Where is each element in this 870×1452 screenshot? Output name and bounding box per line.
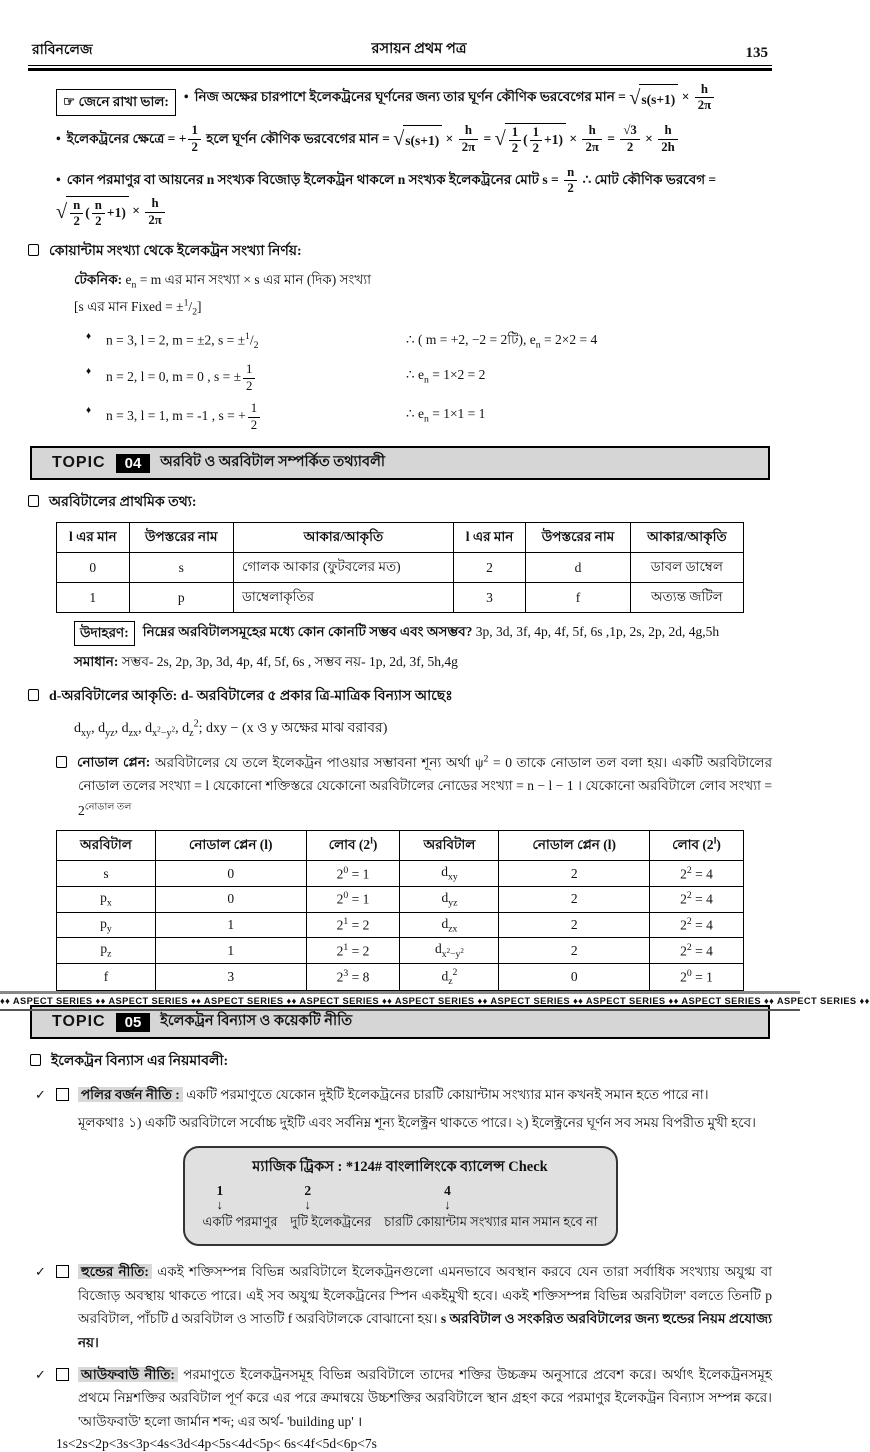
table-cell: 0 <box>57 553 130 583</box>
table-row <box>57 886 744 912</box>
solution-text: সম্ভব- 2s, 2p, 3p, 3d, 4p, 4f, 5f, 6s , সম্ভব নয়- 1p, 2d, 3f, 5h,4g <box>121 654 458 670</box>
table-cell: $2^2 = 4$ <box>649 938 743 964</box>
topic-bar-04 <box>30 446 770 480</box>
know-bullet <box>184 83 772 113</box>
checkbox-icon <box>56 1368 69 1381</box>
formula-text: ইলেকট্রনের ক্ষেত্রে = + $\frac{1}{2}$ হলে ঘূর্ণন কৌণিক ভরবেগের মান = √ s(s+1) × $\frac{h}{2\pi}$ = √ $\frac{1}{2}$ ( $\frac{1}{2}$ +1) × $\frac{h}{2\pi}$ = $\frac{√3}{2}$ × $\frac{h}{2h}$ <box>67 131 680 146</box>
square-bullet-icon <box>56 756 67 768</box>
table-cell: $p_z$ <box>57 938 156 964</box>
table-cell: ডাম্বেলাকৃতির <box>233 583 453 613</box>
table-cell: 0 <box>155 886 306 912</box>
nodal-plane-table <box>56 830 744 991</box>
footer-banner <box>0 991 870 1011</box>
know-label: ☞ জেনে রাখা ভাল: <box>56 89 176 116</box>
diamond-bullet-icon: ♦ <box>86 366 92 378</box>
header-rule-thick <box>28 68 772 71</box>
nodal-plane-body: অরবিটালের যে তলে ইলেকট্রন পাওয়ার সম্ভাবনা শূন্য অর্থা $\psi^2 = 0$ তাকে নোডাল তল বলা হয়। একটি অরবিটালের নোডাল তলের সংখ্যা = l যেকোনো শক্তিস্তরে যেকোনো অরবিটালের নোডের সংখ্যা = n − l − 1 । যেকোনো অরবিটালে লোব সংখ্যা = $2^{নোডাল তল}$ <box>78 753 773 818</box>
table-cell: 3 <box>155 963 306 990</box>
solution-label: সমাধান: <box>74 654 119 670</box>
solution-line <box>28 651 772 674</box>
table-row <box>57 912 744 938</box>
table-cell: s <box>57 861 156 887</box>
table-header-row <box>57 523 744 553</box>
magic-label: দুটি ইলেকট্রনের <box>290 1214 372 1230</box>
topic-number-badge: 05 <box>116 1013 151 1032</box>
topic-title: ইলেকট্রন বিন্যাস ও কয়েকটি নীতি <box>160 1013 353 1030</box>
table-row <box>57 553 744 583</box>
aufbau-lead: আউফবাউ নীতি: <box>78 1367 178 1382</box>
magic-trick-wrap <box>28 1146 772 1246</box>
section-title-d-shape: d-অরবিটালের আকৃতি: d- অরবিটালের ৫ প্রকার ত্রি-মাত্রিক বিন্যাস আছেঃ <box>28 684 772 708</box>
topic-number-badge: 04 <box>116 454 151 473</box>
table-cell: $d_{zx}$ <box>400 912 499 938</box>
technique-label: টেকনিক: <box>74 271 123 287</box>
topic-word: TOPIC <box>52 1013 106 1031</box>
technique-formula: $e_n = m$ এর মান সংখ্যা × s এর মান (দিক) সংখ্যা <box>125 271 372 291</box>
subject-title: রসায়ন প্রথম পত্র <box>371 41 467 57</box>
nodal-plane-paragraph <box>28 750 772 822</box>
aufbau-body: পরমাণুতে ইলেকট্রনসমূহ বিভিন্ন অরবিটালে তাদের শক্তির উচ্চক্রম অনুসারে প্রবেশ করে। অর্থাৎ ইলেকট্রনসমূহ প্রথমে নিম্নশক্তির অরবিটাল পূর্ণ করে এর পরে ক্রমান্বয়ে উচ্চশক্তির অরবিটালে স্থান গ্রহণ করে পরমাণুর ইলেকট্রন বিন্যাস সম্পন্ন করে। 'আউফবাউ' হলো জার্মান শব্দ; এর অর্থ- 'building up' । <box>78 1366 772 1429</box>
down-arrow-icon: ↓ <box>304 1196 311 1212</box>
hund-paragraph <box>28 1260 772 1355</box>
quantum-result: ∴ $e_n = 1\times 2 = 2$ <box>406 367 486 387</box>
table-cell: $2^0 = 1$ <box>306 861 400 887</box>
d-shape-body: d- অরবিটালের ৫ প্রকার ত্রি-মাত্রিক বিন্যাস আছেঃ <box>180 689 453 705</box>
table-header: আকার/আকৃতি <box>630 523 743 553</box>
checkbox-icon <box>56 1265 69 1278</box>
table-cell: অত্যন্ত জটিল <box>630 583 743 613</box>
table-header: উপস্তরের নাম <box>526 523 630 553</box>
down-arrow-icon: ↓ <box>444 1196 451 1212</box>
table-cell: 0 <box>155 861 306 887</box>
nodal-plane-lead: নোডাল প্লেন: <box>77 754 151 770</box>
fixed-note: [s এর মান Fixed = $\pm^1/_2$] <box>74 297 202 318</box>
table-cell: $2^1 = 2$ <box>306 938 400 964</box>
magic-label: একটি পরমাণুর <box>202 1214 278 1230</box>
section-title-quantum: কোয়ান্টাম সংখ্যা থেকে ইলেকট্রন সংখ্যা নির্ণয়: <box>28 239 772 263</box>
quantum-result: ∴ ( m = +2, −2 = 2টি), $e_n = 2\times 2 = 4$ <box>406 331 598 351</box>
table-cell: $p_x$ <box>57 886 156 912</box>
bullet-icon: • <box>56 171 61 187</box>
quantum-given: n = 3, l = 1, m = -1 , s = + $\frac{1}{2}$ <box>106 402 406 432</box>
table-cell: p <box>129 583 233 613</box>
section-title-orbital-info: অরবিটালের প্রাথমিক তথ্য: <box>28 490 772 514</box>
quantum-result: ∴ $e_n = 1\times 1 = 1$ <box>406 406 486 426</box>
square-bullet-icon <box>30 1054 41 1066</box>
table-row <box>57 963 744 990</box>
magic-num: 2 <box>304 1183 312 1199</box>
pauli-note <box>28 1111 772 1135</box>
table-header: নোডাল প্লেন (l) <box>499 831 650 861</box>
table-cell: f <box>57 963 156 990</box>
table-cell: $2^2 = 4$ <box>649 861 743 887</box>
hund-bold-tail: s অরবিটাল ও সংকরিত অরবিটালের জন্য হুন্ডের নিয়ম প্রযোজ্য নয়। <box>78 1311 773 1351</box>
topic-word: TOPIC <box>52 454 106 472</box>
magic-num: 1 <box>216 1183 224 1199</box>
table-header: আকার/আকৃতি <box>233 523 453 553</box>
technique-line <box>28 269 772 292</box>
footer-series-text: ♦♦ ASPECT SERIES ♦♦ ASPECT SERIES ♦♦ ASPECT SERIES ♦♦ ASPECT SERIES ♦♦ ASPECT SERIES ♦♦ ASPECT SERIES ♦♦ ASPECT SERIES ♦♦ ASPECT SERIES ♦♦ ASPECT SERIES ♦♦ <box>0 996 870 1006</box>
square-bullet-icon <box>28 244 39 256</box>
magic-trick-box <box>183 1146 618 1246</box>
table-header: l এর মান <box>453 523 526 553</box>
bullet-icon: • <box>183 89 189 105</box>
pauli-paragraph <box>28 1083 772 1107</box>
table-cell: $d_z^2$ <box>400 963 499 990</box>
bullet-icon: • <box>56 130 61 146</box>
table-cell: ডাবল ডাম্বেল <box>630 553 743 583</box>
formula-text: কোন পরমাণুর বা আয়নের n সংখ্যক বিজোড় ইলেকট্রন থাকলে n সংখ্যক ইলেকট্রনের মোট s = $\frac{n}{2}$ ∴ মোট কৌণিক ভরবেগ = √ $\frac{n}{2}$ ( $\frac{n}{2}$ +1) × $\frac{h}{2\pi}$ <box>56 164 717 229</box>
table-cell: $2^0 = 1$ <box>306 886 400 912</box>
table-header-row <box>57 831 744 861</box>
section-title-rules: ইলেকট্রন বিন্যাস এর নিয়মাবলী: <box>28 1049 772 1073</box>
magic-label: চারটি কোয়ান্টাম সংখ্যার মান সমান হবে না <box>384 1214 598 1230</box>
magic-num: 4 <box>444 1183 451 1199</box>
table-cell: $2^2 = 4$ <box>649 912 743 938</box>
know-bullet-list <box>184 83 772 123</box>
quantum-example-item <box>28 402 772 432</box>
table-cell: 2 <box>499 886 650 912</box>
table-cell: $d_{yz}$ <box>400 886 499 912</box>
table-cell: 2 <box>499 938 650 964</box>
pauli-note-text: মূলকথাঃ ১) একটি অরবিটালে সর্বোচ্চ দুইটি এবং সর্বনিম্ন শূন্য ইলেক্ট্রন থাকতে পারে। ২) ইলেক্ট্রনের ঘূর্ণন সব সময় বিপরীত মুখী হবে। <box>78 1114 756 1130</box>
example-question: নিম্নের অরবিটালসমূহের মধ্যে কোন কোনটি সম্ভব এবং অসম্ভব? <box>142 624 473 640</box>
pauli-body: একটি পরমাণুতে যেকোন দুইটি ইলেকট্রনের চারটি কোয়ান্টাম সংখ্যার মান কখনই সমান হতে পারে না। <box>186 1087 709 1103</box>
square-bullet-icon <box>28 689 39 701</box>
hund-lead: হুন্ডের নীতি: <box>78 1264 152 1279</box>
table-row <box>57 583 744 613</box>
table-cell: $2^0 = 1$ <box>649 963 743 990</box>
diamond-bullet-icon: ♦ <box>86 330 92 342</box>
table-header: l এর মান <box>57 523 130 553</box>
table-cell: 1 <box>155 912 306 938</box>
quantum-example-item <box>28 328 772 355</box>
table-header: নোডাল প্লেন (l) <box>155 831 306 861</box>
magic-trick-columns <box>197 1184 604 1234</box>
magic-trick-item <box>203 1184 278 1234</box>
table-row <box>57 938 744 964</box>
table-cell: 0 <box>499 963 650 990</box>
table-cell: গোলক আকার (ফুটবলের মত) <box>233 553 453 583</box>
checkbox-icon <box>56 1088 69 1101</box>
table-header: উপস্তরের নাম <box>129 523 233 553</box>
d-orbital-list: $d_{xy}$, $d_{yz}$, $d_{zx}$, $d_{x^2-y^2}$, $d_z^2$; dxy − (x ও y অক্ষের মাঝ বরাবর) <box>74 718 388 740</box>
know-bullet <box>28 123 772 156</box>
magic-trick-title: ম্যাজিক ট্রিকস : *124# বাংলালিংকে ব্যালেন্স Check <box>252 1159 548 1176</box>
table-cell: 3 <box>453 583 526 613</box>
table-header: অরবিটাল <box>57 831 156 861</box>
table-cell: 1 <box>155 938 306 964</box>
magic-trick-item <box>290 1184 371 1234</box>
table-header: অরবিটাল <box>400 831 499 861</box>
table-cell: f <box>526 583 630 613</box>
know-bullet <box>28 166 772 229</box>
pauli-lead: পলির বর্জন নীতি : <box>78 1087 183 1102</box>
quantum-given: n = 3, l = 2, m = ±2, $s = \pm^1/_2$ <box>106 330 259 351</box>
aufbau-paragraph <box>28 1363 772 1434</box>
quantum-given: n = 2, l = 0, m = 0 , s = ± $\frac{1}{2}$ <box>106 363 406 393</box>
table-cell: 1 <box>57 583 130 613</box>
table-header: লোব (2$^l$) <box>649 831 743 861</box>
down-arrow-icon: ↓ <box>216 1196 223 1212</box>
table-cell: $p_y$ <box>57 912 156 938</box>
diamond-bullet-icon: ♦ <box>86 405 92 417</box>
table-cell: $2^3 = 8$ <box>306 963 400 990</box>
example-orbital-list: 3p, 3d, 3f, 4p, 4f, 5f, 6s ,1p, 2s, 2p, 2d, 4g,5h <box>475 624 720 640</box>
page-header <box>28 38 772 65</box>
table-cell: 2 <box>453 553 526 583</box>
table-row <box>57 861 744 887</box>
table-header: লোব (2$^l$) <box>306 831 400 861</box>
aufbau-sequence: 1s<2s<2p<3s<3p<4s<3d<4p<5s<4d<5p< 6s<4f<5d<6p<7s <box>56 1435 377 1451</box>
formula-text: নিজ অক্ষের চারপাশে ইলেকট্রনের ঘূর্ণনের জন্য তার ঘূর্ণন কৌণিক ভরবেগের মান = √ s(s+1) × $\frac{h}{2\pi}$ <box>195 89 717 104</box>
know-section <box>28 83 772 123</box>
magic-trick-item <box>384 1184 597 1234</box>
square-bullet-icon <box>28 495 39 507</box>
table-cell: $2^2 = 4$ <box>649 886 743 912</box>
hund-body: একই শক্তিসম্পন্ন বিভিন্ন অরবিটালে ইলেকট্রনগুলো এমনভাবে অবস্থান করবে যেন তারা সর্বাধিক সংখ্যায় অযুগ্ম বা বিজোড় অবস্থায় থাকতে পারে। এই সব অযুগ্ম ইলেকট্রনের স্পিন একইমুখী হবে। একই শক্তিসম্পন্ন বিভিন্ন অরবিটাল' বলতে তিনটি p অরবিটাল, পাঁচটি d অরবিটাল ও সাতটি f অরবিটালকে বোঝানো হয়। <box>78 1264 773 1327</box>
orbital-info-table <box>56 522 744 613</box>
table-cell: s <box>129 553 233 583</box>
table-cell: 2 <box>499 861 650 887</box>
header-rule-thin <box>28 65 772 66</box>
page-number: 135 <box>745 45 768 61</box>
pointing-hand-icon: ☞ <box>63 94 76 109</box>
publisher-name: রাবিনলেজ <box>32 43 93 58</box>
table-cell: $d_{x^2-y^2}$ <box>400 938 499 964</box>
table-cell: $d_{xy}$ <box>400 861 499 887</box>
table-cell: $2^1 = 2$ <box>306 912 400 938</box>
table-cell: d <box>526 553 630 583</box>
example-row <box>28 621 772 646</box>
table-cell: 2 <box>499 912 650 938</box>
topic-title: অরবিট ও অরবিটাল সম্পর্কিত তথ্যাবলী <box>160 454 386 471</box>
example-label: উদাহরণ: <box>74 621 135 646</box>
quantum-example-item <box>28 363 772 393</box>
